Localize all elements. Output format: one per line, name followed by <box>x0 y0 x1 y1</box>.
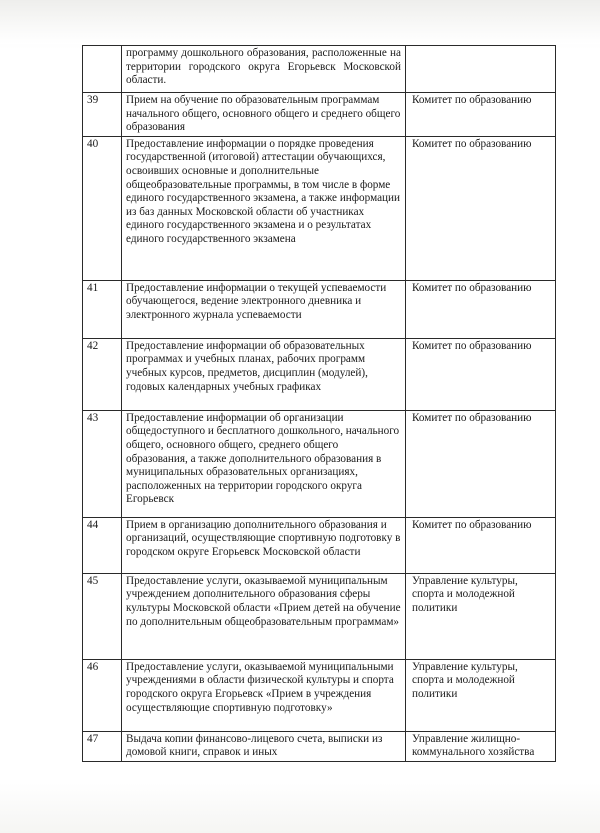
department-text: Комитет по образованию <box>412 137 532 150</box>
responsible-department <box>406 338 556 410</box>
responsible-department <box>406 93 556 137</box>
table-row <box>83 93 556 137</box>
row-number: 47 <box>83 731 122 761</box>
table-row <box>83 731 556 761</box>
row-number: 46 <box>83 659 122 731</box>
department-text: Управление жилищно-коммунального хозяйства <box>412 732 535 759</box>
department-text: Управление культуры, спорта и молодежной политики <box>412 574 518 614</box>
service-name: Предоставление информации об образовательных программах и учебных планах, рабочих программ учебных курсов, предметов, дисциплин (модулей), годовых календарных учебных графиках <box>122 338 406 410</box>
service-name: Предоставление информации о порядке проведения государственной (итоговой) аттестации обучающихся, освоивших основные и дополнительные общеобразовательные программы, в том числе в форме единого государственного экзамена, а также информации из баз данных Московской области об участниках единого государственного экзамена и о результатах единого государственного экзамена <box>122 136 406 280</box>
row-number: 44 <box>83 517 122 573</box>
responsible-department <box>406 136 556 280</box>
table-row <box>83 659 556 731</box>
row-number: 40 <box>83 136 122 280</box>
responsible-department <box>406 573 556 659</box>
table-row <box>83 338 556 410</box>
row-number <box>83 46 122 93</box>
table-row <box>83 280 556 338</box>
department-text: Комитет по образованию <box>412 281 532 294</box>
responsible-department <box>406 410 556 517</box>
service-name: Выдача копии финансово-лицевого счета, выписки из домовой книги, справок и иных <box>122 731 406 761</box>
table-row <box>83 573 556 659</box>
scan-top-shadow <box>0 0 600 44</box>
row-number: 41 <box>83 280 122 338</box>
service-name: Предоставление услуги, оказываемой муниципальными учреждениями в области физической культуры и спорта городского округа Егорьевск «Прием в учреждения осуществляющие спортивную подготовку» <box>122 659 406 731</box>
department-text: Комитет по образованию <box>412 339 532 352</box>
responsible-department <box>406 280 556 338</box>
service-name: Предоставление услуги, оказываемой муниципальным учреждением дополнительного образования сферы культуры Московской области «Прием детей на обучение по дополнительным общеобразовательным программам» <box>122 573 406 659</box>
responsible-department <box>406 659 556 731</box>
table-row <box>83 517 556 573</box>
service-name: Прием на обучение по образовательным программам начального общего, основного общего и среднего общего образования <box>122 93 406 137</box>
service-name: Предоставление информации об организации общедоступного и бесплатного дошкольного, начального общего, основного общего, среднего общего образования, а также дополнительного образования в муниципальных образовательных организациях, расположенных на территории городского округа Егорьевск <box>122 410 406 517</box>
responsible-department <box>406 731 556 761</box>
department-text: Комитет по образованию <box>412 518 532 531</box>
row-number: 39 <box>83 93 122 137</box>
department-text: Комитет по образованию <box>412 411 532 424</box>
service-name: программу дошкольного образования, расположенные на территории городского округа Егорьевск Московской области. <box>122 46 406 93</box>
table-row <box>83 410 556 517</box>
department-text: Управление культуры, спорта и молодежной политики <box>412 660 518 700</box>
responsible-department <box>406 517 556 573</box>
table-row <box>83 46 556 93</box>
row-number: 42 <box>83 338 122 410</box>
row-number: 43 <box>83 410 122 517</box>
responsible-department <box>406 46 556 93</box>
department-text: Комитет по образованию <box>412 94 532 106</box>
service-name: Прием в организацию дополнительного образования и организаций, осуществляющие спортивную подготовку в городском округе Егорьевск Московской области <box>122 517 406 573</box>
service-name: Предоставление информации о текущей успеваемости обучающегося, ведение электронного дневника и электронного журнала успеваемости <box>122 280 406 338</box>
services-table <box>82 45 556 762</box>
table-row <box>83 136 556 280</box>
row-number: 45 <box>83 573 122 659</box>
